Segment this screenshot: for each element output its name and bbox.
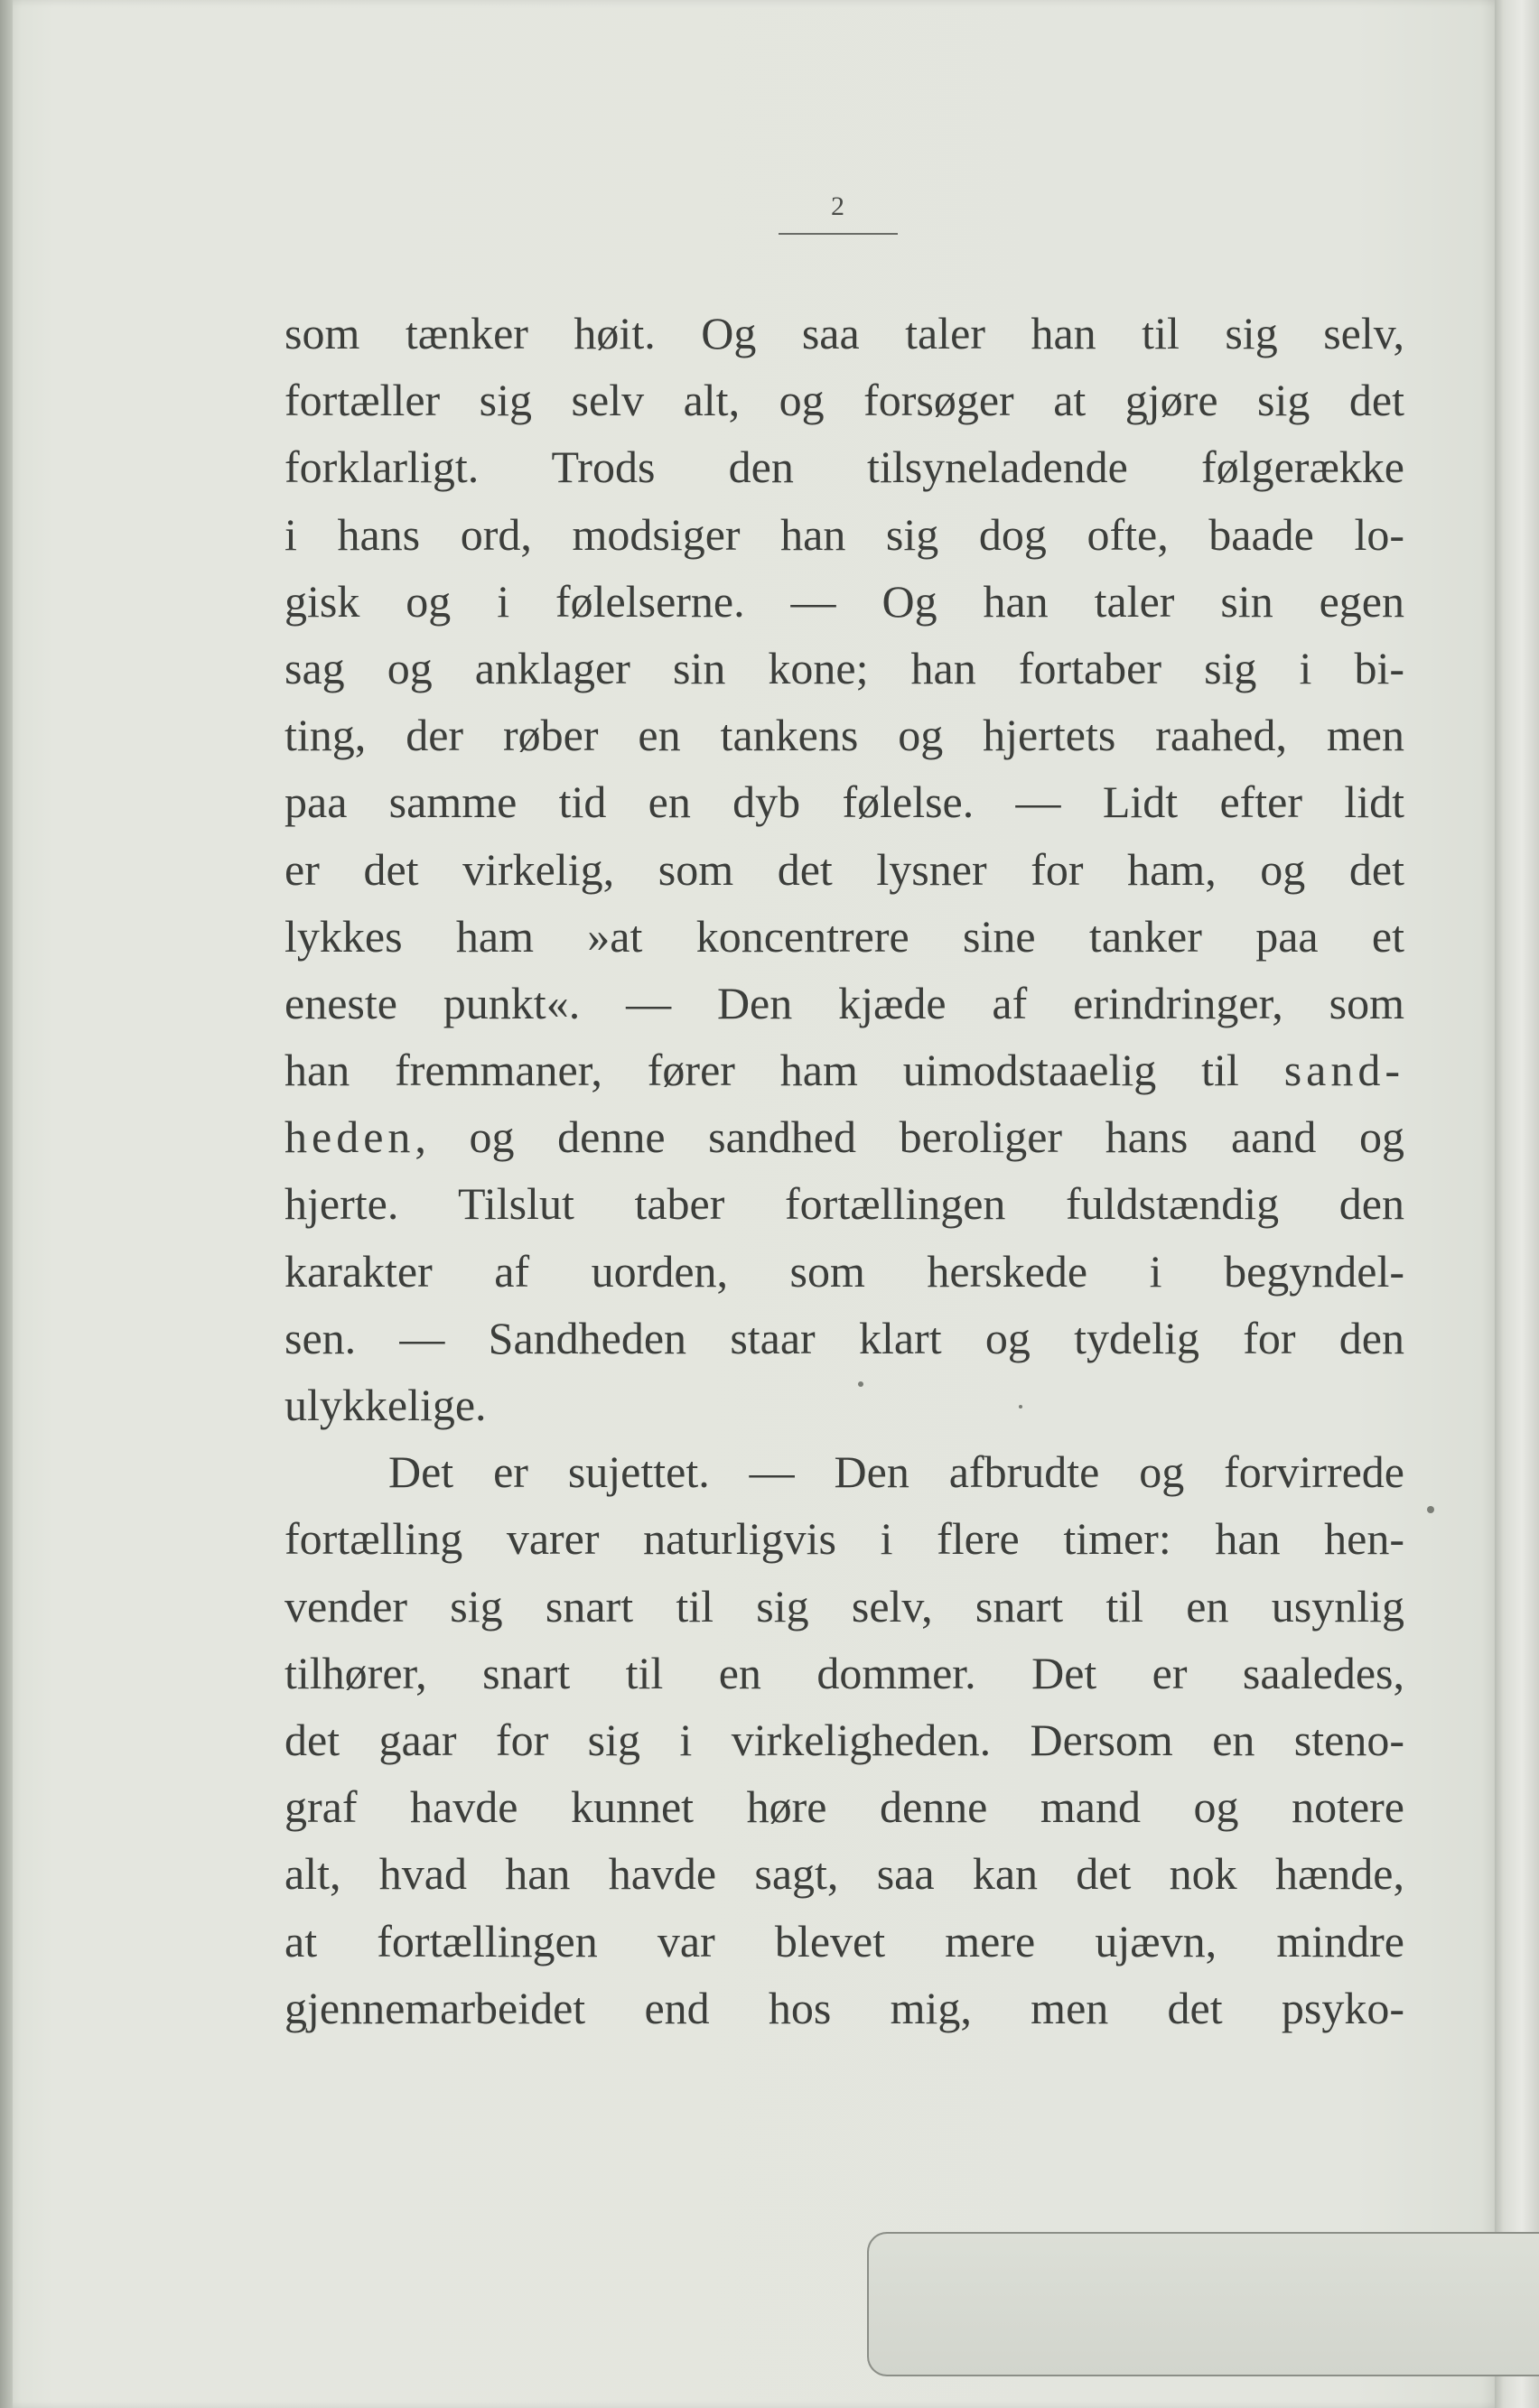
text-line: at fortællingen var blevet mere ujævn, mindre xyxy=(284,1915,1404,1966)
text-line: hjerte. Tilslut taber fortællingen fuldstændig den xyxy=(284,1178,1404,1230)
text-line: karakter af uorden, som herskede i begyndel- xyxy=(284,1245,1404,1297)
text-line: er det virkelig, som det lysner for ham, og det xyxy=(284,843,1404,895)
emphasized-word: heden xyxy=(284,1111,415,1163)
text-line: paa samme tid en dyb følelse. — Lidt efter lidt xyxy=(284,776,1404,828)
text-line: alt, hvad han havde sagt, saa kan det nok hænde, xyxy=(284,1848,1404,1900)
text-line: graf havde kunnet høre denne mand og notere xyxy=(284,1781,1404,1833)
paper-tab-strip xyxy=(867,2232,1539,2376)
paper-speck xyxy=(858,1381,863,1387)
text-line: lykkes ham »at koncentrere sine tanker paa et xyxy=(284,910,1404,962)
text-line: eneste punkt«. — Den kjæde af erindringer, som xyxy=(284,977,1404,1028)
text-line: i hans ord, modsiger han sig dog ofte, baade lo- xyxy=(284,508,1404,560)
text-line: det gaar for sig i virkeligheden. Dersom en steno- xyxy=(284,1714,1404,1765)
page-binding xyxy=(0,0,13,2408)
text-line: Det er sujettet. — Den afbrudte og forvirrede xyxy=(388,1446,1404,1498)
emphasized-word: sand- xyxy=(1283,1045,1404,1096)
text-segment: han fremmaner, fører ham uimodstaaelig til xyxy=(284,1045,1239,1096)
body-text xyxy=(284,300,1404,2041)
text-line: forklarligt. Trods den tilsyneladende følgerække xyxy=(284,442,1404,493)
text-line: som tænker høit. Og saa taler han til sig selv, xyxy=(284,308,1404,358)
text-line: fortæller sig selv alt, og forsøger at gjøre sig det xyxy=(284,375,1404,426)
page-number: 2 xyxy=(831,191,845,221)
text-line xyxy=(284,1037,1404,1103)
text-line: gjennemarbeidet end hos mig, men det psyko- xyxy=(284,1982,1404,2033)
text-line: ting, der røber en tankens og hjertets raahed, men xyxy=(284,710,1404,761)
text-line: tilhører, snart til en dommer. Det er saaledes, xyxy=(284,1647,1404,1698)
text-line: vender sig snart til sig selv, snart til en usynlig xyxy=(284,1580,1404,1632)
text-line xyxy=(284,1103,1404,1170)
text-line: fortælling varer naturligvis i flere timer: han hen- xyxy=(284,1513,1404,1565)
text-line: sag og anklager sin kone; han fortaber sig i bi- xyxy=(284,642,1404,693)
page-number-rule xyxy=(779,233,898,235)
text-line: ulykkelige. xyxy=(284,1380,487,1430)
paper-speck xyxy=(1019,1405,1022,1409)
text-line: sen. — Sandheden staar klart og tydelig for den xyxy=(284,1312,1404,1363)
paper-speck xyxy=(1427,1506,1434,1513)
page-right-edge xyxy=(1495,0,1539,2408)
text-segment: , og denne sandhed beroliger hans aand og xyxy=(415,1111,1404,1163)
text-line: gisk og i følelserne. — Og han taler sin egen xyxy=(284,575,1404,627)
